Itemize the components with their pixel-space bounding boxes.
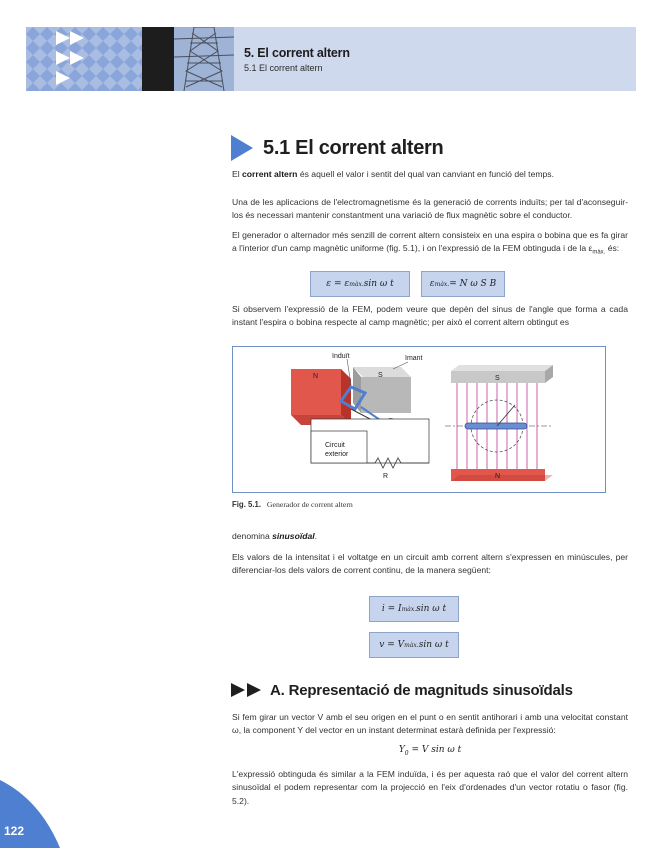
chapter-subtitle: 5.1 El corrent altern [244,63,323,73]
formula-voltage: v = V màx. sin ω t [369,632,459,658]
paragraph-phasor: L'expressió obtinguda és similar a la FEM induïda, i és per aquesta raó que el valor del corrent altern sinusoïdal el podem representar com la projecció en l'eix d'ordenades d'un vector rotatiu o fasor (fig. 5.2). [232,769,628,806]
term-sinusoidal: sinusoïdal [272,531,315,541]
subsection-arrows-icon [231,683,265,697]
section-arrow-icon [231,135,253,161]
formula-current: i = I màx. sin ω t [369,596,459,622]
chapter-title: 5. El corrent altern [244,46,350,60]
figure-generator [232,346,606,493]
magnetic-field-view [445,365,553,481]
paragraph-generator: El generador o alternador més senzill de corrent altern consisteix en una espira o bobina que es fa girar a l'interior d'un camp magnètic uniforme (fig. 5.1), i on l'expressió de la FEM obtinguda i de la $\varepsilon_{màx.}$ és: [232,230,628,257]
label-exterior: exterior [325,451,349,458]
paragraph-vector: Si fem girar un vector V amb el seu origen en el punt o en sentit antihorari i amb una velocitat constant ω, la component Y del vector en un instant determinat estarà definida per l'expressió: [232,712,628,736]
chapter-header-banner [26,27,636,91]
label-imant: Imant [405,355,423,362]
paragraph-definition: El corrent altern és aquell el valor i sentit del qual van canviant en funció del temps. [232,169,554,179]
page-number: 122 [4,824,25,838]
paragraph-observation: Si observem l'expressió de la FEM, podem veure que depèn del sinus de l'angle que forma a cada instant l'espira o bobina respecte al camp magnètic; per això el corrent altern obtingut es [232,304,628,328]
label-s: S [378,372,383,379]
header-tile-pattern [26,27,146,91]
formula-vector-y: $Y_0 = V$ sin ω t [398,745,462,757]
label-n-right: N [495,473,501,480]
figure-caption: Fig. 5.1. Generador de corrent altern [232,500,353,509]
paragraph-sinusoidal: denomina sinusoïdal. [232,531,318,541]
section-title: 5.1 El corrent altern [263,137,444,159]
paragraph-values: Els valors de la intensitat i el voltatge en un circuit amb corrent altern s'expressen en minúscules, per diferenciar-los dels valors de corrent continu, de la manera següent: [232,552,628,576]
term-corrent-altern: corrent altern [242,169,298,179]
label-r: R [383,473,389,480]
label-n: N [313,373,319,380]
subsection-title: A. Representació de magnituds sinusoïdals [270,682,573,699]
magnet-north [291,369,351,425]
label-induit: Induït [332,353,350,360]
header-dark-strip [142,27,178,91]
header-photo [26,27,234,91]
label-circuit: Circuit [325,442,345,449]
formula-emf-max: ε màx. = N ω S B [421,271,505,297]
paragraph-applications: Una de les aplicacions de l'electromagnetisme és la generació de corrents induïts; per tal d'aconseguir-los és necessari mantenir constantment una variació de flux magnètic sobre el conductor. [232,197,628,221]
power-tower-photo [174,27,234,91]
generator-diagram [233,347,605,492]
label-s-right: S [495,375,500,382]
formula-emf: ε = ε màx. sin ω t [310,271,410,297]
